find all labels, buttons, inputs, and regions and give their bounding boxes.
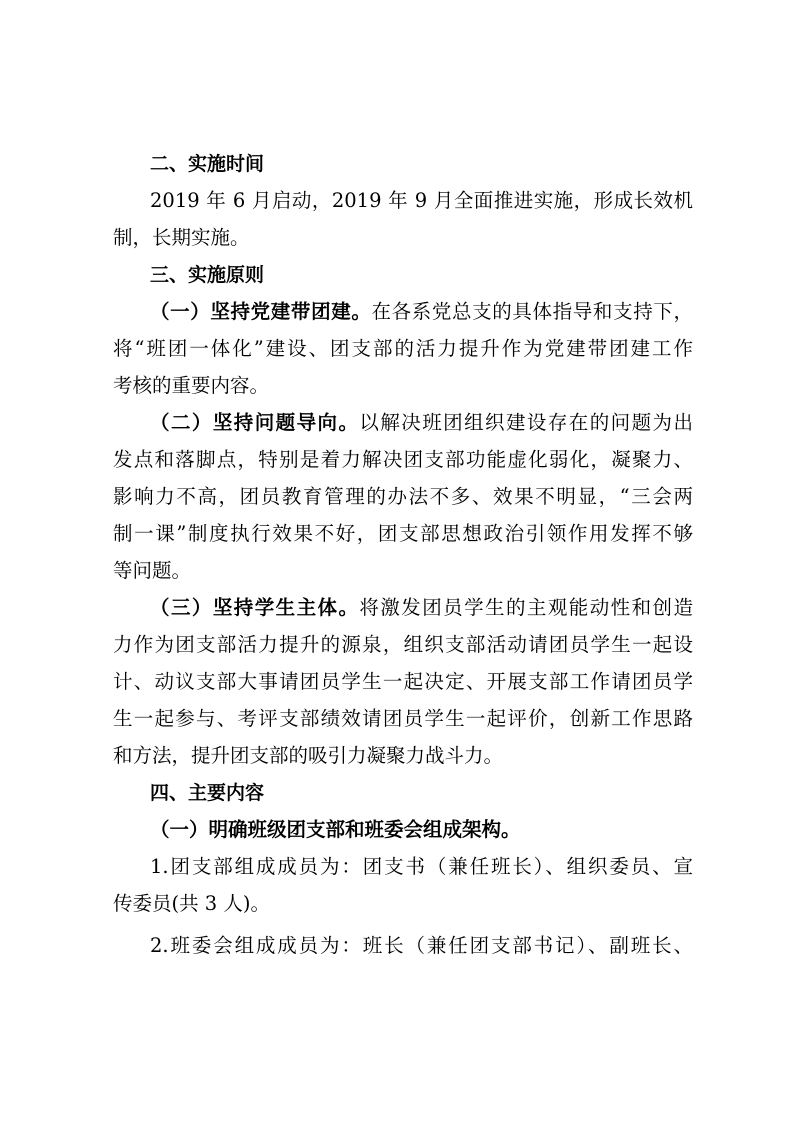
section-heading: 四、主要内容 bbox=[150, 782, 265, 804]
paragraph-line: 计、动议支部大事请团员学生一起决定、开展支部工作请团员学 bbox=[113, 670, 693, 693]
list-item-line: 1.团支部组成成员为：团支书（兼任班长）、组织委员、宣 bbox=[150, 855, 693, 878]
paragraph-line: 影响力不高，团员教育管理的办法不多、效果不明显，“三会两 bbox=[113, 485, 693, 508]
paragraph-line: 和方法，提升团支部的吸引力凝聚力战斗力。 bbox=[113, 744, 504, 767]
list-item-line: 2.班委会组成成员为：班长（兼任团支部书记）、副班长、 bbox=[150, 934, 693, 957]
principle-lead: （三）坚持学生主体。 bbox=[150, 596, 360, 619]
paragraph-line: 等问题。 bbox=[113, 559, 192, 582]
principle-text: 以解决班团组织建设存在的问题为出 bbox=[359, 411, 693, 434]
paragraph-line: 力作为团支部活力提升的源泉，组织支部活动请团员学生一起设 bbox=[113, 633, 693, 656]
section-heading: 二、实施时间 bbox=[150, 153, 265, 175]
paragraph-line: 制，长期实施。 bbox=[113, 226, 250, 249]
paragraph-line: 将“班团一体化”建设、团支部的活力提升作为党建带团建工作 bbox=[113, 337, 693, 360]
paragraph-line: 生一起参与、考评支部绩效请团员学生一起评价，创新工作思路 bbox=[113, 707, 693, 730]
paragraph-line: 发点和落脚点，特别是着力解决团支部功能虚化弱化，凝聚力、 bbox=[113, 448, 693, 471]
paragraph-line: 制一课”制度执行效果不好，团支部思想政治引领作用发挥不够 bbox=[113, 522, 693, 545]
paragraph-line bbox=[150, 591, 693, 625]
paragraph-line: 2019 年 6 月启动，2019 年 9 月全面推进实施，形成长效机 bbox=[150, 189, 693, 212]
list-item-line: 传委员(共 3 人)。 bbox=[113, 892, 271, 915]
principle-text: 将激发团员学生的主观能动性和创造 bbox=[359, 596, 693, 619]
section-heading: 三、实施原则 bbox=[150, 264, 265, 286]
principle-lead: （一）坚持党建带团建。 bbox=[150, 300, 372, 323]
paragraph-line: 考核的重要内容。 bbox=[113, 374, 270, 397]
principle-text: 在各系党总支的具体指导和支持下， bbox=[371, 300, 693, 323]
principle-lead: （二）坚持问题导向。 bbox=[150, 411, 360, 434]
paragraph-line bbox=[150, 295, 693, 329]
paragraph-line bbox=[150, 406, 693, 440]
subheading: （一）明确班级团支部和班委会组成架构。 bbox=[150, 818, 521, 841]
